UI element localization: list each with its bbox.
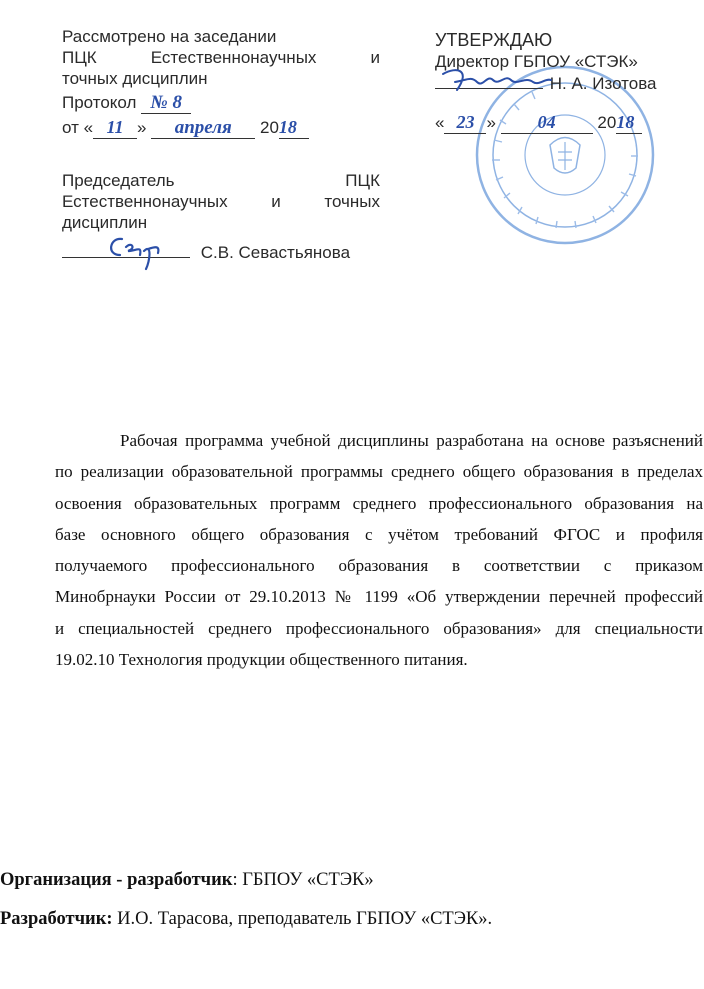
protocol-number: № 8 [141, 92, 191, 114]
left-approval-block [62, 26, 380, 139]
director-title: Директор ГБПОУ «СТЭК» [435, 52, 638, 71]
exact-disciplines: точных дисциплин [62, 69, 208, 88]
date-day: 23 [444, 112, 486, 134]
from-close: » [137, 118, 147, 137]
body-line-1: Рабочая программа учебной дисциплины разработана на основе разъяснений [120, 431, 703, 450]
body-line-2: по реализации образовательной программы среднего общего образования в пределах [55, 462, 703, 482]
chair-and: и [271, 192, 281, 211]
from-year-prefix: 20 [259, 118, 279, 137]
natural-word: Естественнонаучных [150, 48, 317, 67]
chair-name: С.В. Севастьянова [200, 243, 351, 262]
chair-disciplines: дисциплин [62, 213, 148, 232]
body-line-5: получаемого профессионального образования в соответствии с приказом [55, 556, 703, 576]
director-signature-icon [437, 60, 557, 104]
date-close: » [486, 113, 496, 132]
date-open: « [435, 113, 445, 132]
developer-value: И.О. Тарасова, преподаватель ГБПОУ «СТЭК». [112, 909, 493, 929]
protocol-date-line [62, 117, 380, 139]
approve-date-line [435, 112, 685, 134]
pck-line [62, 47, 380, 68]
program-description [55, 425, 703, 675]
chair-natural: Естественнонаучных [62, 192, 228, 211]
pck-word: ПЦК [62, 48, 97, 67]
organization-value: : ГБПОУ «СТЭК» [232, 870, 374, 890]
from-month: апреля [151, 117, 255, 139]
body-line-6: Минобрнауки России от 29.10.2013 № 1199 «Об утверждении перечней профессий [55, 587, 703, 607]
chair-signature-icon [92, 225, 182, 275]
chair-label: Председатель [62, 171, 175, 190]
chair-line-1 [62, 170, 380, 191]
organization-label: Организация - разработчик [0, 870, 233, 890]
from-year-suffix: 18 [279, 117, 309, 139]
organization-line [0, 870, 374, 891]
developer-label: Разработчик: [0, 909, 113, 929]
developer-line [0, 909, 492, 930]
director-sign-line [435, 72, 685, 94]
body-line-4: базе основного общего образования с учётом требований ФГОС и профиля [55, 524, 703, 544]
reviewed-line: Рассмотрено на заседании [62, 27, 277, 46]
body-line-8: 19.02.10 Технология продукции общественного питания. [55, 650, 468, 670]
right-approval-block [435, 30, 685, 134]
director-name: Н. А. Изотова [549, 74, 657, 93]
and-word: и [370, 48, 380, 67]
date-year-prefix: 20 [597, 113, 617, 132]
chair-pck: ПЦК [345, 171, 380, 190]
chair-sign-line [62, 241, 380, 263]
protocol-label: Протокол [62, 93, 137, 112]
protocol-line [62, 92, 380, 114]
chair-block [62, 170, 380, 263]
date-year-suffix: 18 [616, 112, 642, 134]
from-label: от « [62, 118, 94, 137]
body-line-3: освоения образовательных программ среднего профессионального образования на [55, 493, 703, 513]
chair-exact: точных [324, 192, 380, 211]
approve-heading: УТВЕРЖДАЮ [435, 30, 553, 50]
chair-line-2 [62, 191, 380, 212]
date-month: 04 [501, 112, 593, 134]
body-line-7: и специальностей среднего профессионального образования» для специальности [55, 618, 703, 638]
from-day: 11 [93, 117, 137, 139]
